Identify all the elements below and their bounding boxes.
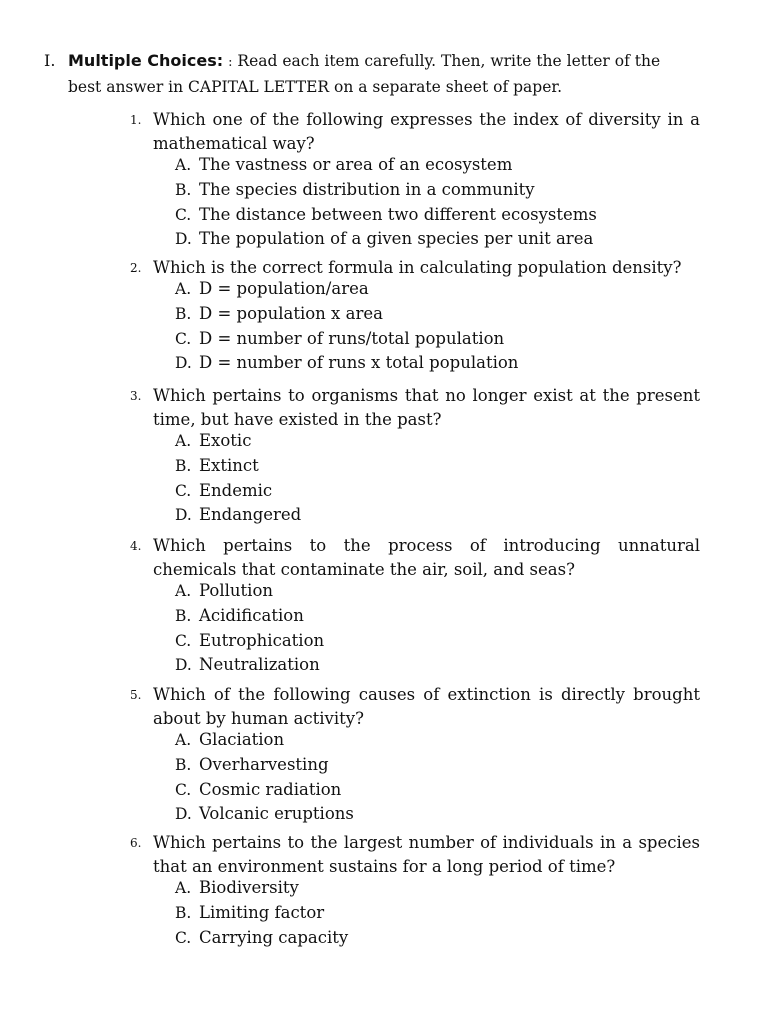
choice-item bbox=[175, 753, 700, 778]
choice-text: The population of a given species per unit area bbox=[199, 229, 594, 249]
choice-text: D = population x area bbox=[199, 303, 383, 323]
instruction-line-1 bbox=[44, 49, 722, 75]
choice-text: D = population/area bbox=[199, 279, 369, 298]
question-text: Which pertains to organisms that no longer exist at the present time, but have existed in the past? bbox=[153, 386, 700, 429]
choice-item bbox=[175, 227, 700, 252]
choice-text: Endangered bbox=[199, 505, 302, 525]
choice-text: Neutralization bbox=[199, 655, 320, 675]
choice-letter: C. bbox=[175, 205, 192, 224]
choice-letter: C. bbox=[175, 481, 192, 500]
choice-text: Eutrophication bbox=[199, 630, 325, 650]
choice-letter: A. bbox=[175, 432, 192, 450]
question-text: Which of the following causes of extinction is directly brought about by human activity? bbox=[153, 685, 700, 728]
choice-item bbox=[175, 579, 700, 604]
choice-letter: D. bbox=[175, 656, 192, 675]
choice-list bbox=[175, 277, 700, 376]
choice-text: Cosmic radiation bbox=[199, 779, 342, 799]
question-number: 4. bbox=[130, 539, 142, 553]
choice-item bbox=[175, 351, 700, 376]
choice-item bbox=[175, 153, 700, 178]
choice-letter: D. bbox=[175, 354, 192, 373]
choice-text: Overharvesting bbox=[199, 754, 329, 774]
choice-text: Limiting factor bbox=[199, 902, 325, 922]
question-item bbox=[130, 683, 700, 827]
question-number: 3. bbox=[130, 389, 142, 403]
choice-text: Biodiversity bbox=[199, 878, 299, 897]
choice-item bbox=[175, 728, 700, 753]
choice-item bbox=[175, 178, 700, 203]
choice-letter: B. bbox=[175, 456, 192, 475]
choice-text: The distance between two different ecosystems bbox=[199, 204, 597, 224]
choice-list bbox=[175, 579, 700, 678]
question-number: 5. bbox=[130, 688, 142, 702]
question-item bbox=[130, 831, 700, 950]
question-number: 1. bbox=[130, 113, 142, 127]
choice-item bbox=[175, 479, 700, 504]
choice-text: Endemic bbox=[199, 480, 273, 500]
choice-text: Volcanic eruptions bbox=[199, 804, 354, 824]
section-separator: : bbox=[228, 55, 233, 70]
choice-letter: D. bbox=[175, 230, 192, 249]
choice-item bbox=[175, 429, 700, 454]
choice-item bbox=[175, 604, 700, 629]
choice-item bbox=[175, 277, 700, 302]
choice-item bbox=[175, 926, 700, 951]
question-text: Which one of the following expresses the index of diversity in a mathematical way? bbox=[153, 110, 700, 153]
section-number: I. bbox=[44, 51, 56, 70]
choice-text: Carrying capacity bbox=[199, 927, 349, 947]
choice-letter: A. bbox=[175, 156, 192, 174]
choice-list bbox=[175, 876, 700, 950]
choice-item bbox=[175, 876, 700, 901]
choice-item bbox=[175, 901, 700, 926]
choice-list bbox=[175, 153, 700, 252]
choice-letter: A. bbox=[175, 879, 192, 897]
choice-letter: C. bbox=[175, 329, 192, 348]
choice-list bbox=[175, 728, 700, 827]
section-instructions bbox=[44, 49, 722, 99]
choice-item bbox=[175, 802, 700, 827]
question-item bbox=[130, 108, 700, 252]
choice-letter: B. bbox=[175, 606, 192, 625]
choice-item bbox=[175, 629, 700, 654]
choice-item bbox=[175, 302, 700, 327]
choice-letter: A. bbox=[175, 731, 192, 749]
choice-text: Glaciation bbox=[199, 730, 285, 749]
question-text: Which is the correct formula in calculating population density? bbox=[153, 258, 682, 277]
choice-text: The species distribution in a community bbox=[199, 179, 535, 199]
choice-letter: D. bbox=[175, 805, 192, 824]
choice-text: Exotic bbox=[199, 431, 252, 450]
instruction-text-1: Read each item carefully. Then, write the letter of the bbox=[237, 52, 661, 70]
instruction-text-2: best answer in CAPITAL LETTER on a separate sheet of paper. bbox=[68, 78, 563, 96]
choice-list bbox=[175, 429, 700, 528]
choice-text: Pollution bbox=[199, 581, 274, 600]
choice-text: D = number of runs x total population bbox=[199, 353, 519, 373]
choice-letter: A. bbox=[175, 582, 192, 600]
question-number: 2. bbox=[130, 261, 142, 275]
question-text: Which pertains to the process of introducing unnatural chemicals that contaminate the air, soil, and seas? bbox=[153, 536, 700, 579]
choice-letter: B. bbox=[175, 903, 192, 922]
choice-letter: A. bbox=[175, 280, 192, 298]
choice-text: Extinct bbox=[199, 455, 259, 475]
choice-text: D = number of runs/total population bbox=[199, 328, 505, 348]
choice-text: Acidification bbox=[199, 605, 304, 625]
question-item bbox=[130, 384, 700, 528]
question-item bbox=[130, 256, 700, 376]
choice-letter: B. bbox=[175, 180, 192, 199]
choice-letter: C. bbox=[175, 780, 192, 799]
choice-letter: B. bbox=[175, 755, 192, 774]
question-item bbox=[130, 534, 700, 678]
section-title: Multiple Choices: bbox=[68, 51, 224, 70]
choice-letter: B. bbox=[175, 304, 192, 323]
choice-item bbox=[175, 203, 700, 228]
choice-item bbox=[175, 653, 700, 678]
choice-item bbox=[175, 503, 700, 528]
choice-letter: C. bbox=[175, 928, 192, 947]
choice-item bbox=[175, 454, 700, 479]
question-text: Which pertains to the largest number of individuals in a species that an environment sustains for a long period of time? bbox=[153, 833, 700, 876]
question-number: 6. bbox=[130, 836, 142, 850]
choice-text: The vastness or area of an ecosystem bbox=[199, 155, 513, 174]
choice-letter: C. bbox=[175, 631, 192, 650]
choice-item bbox=[175, 327, 700, 352]
choice-letter: D. bbox=[175, 506, 192, 525]
choice-item bbox=[175, 778, 700, 803]
